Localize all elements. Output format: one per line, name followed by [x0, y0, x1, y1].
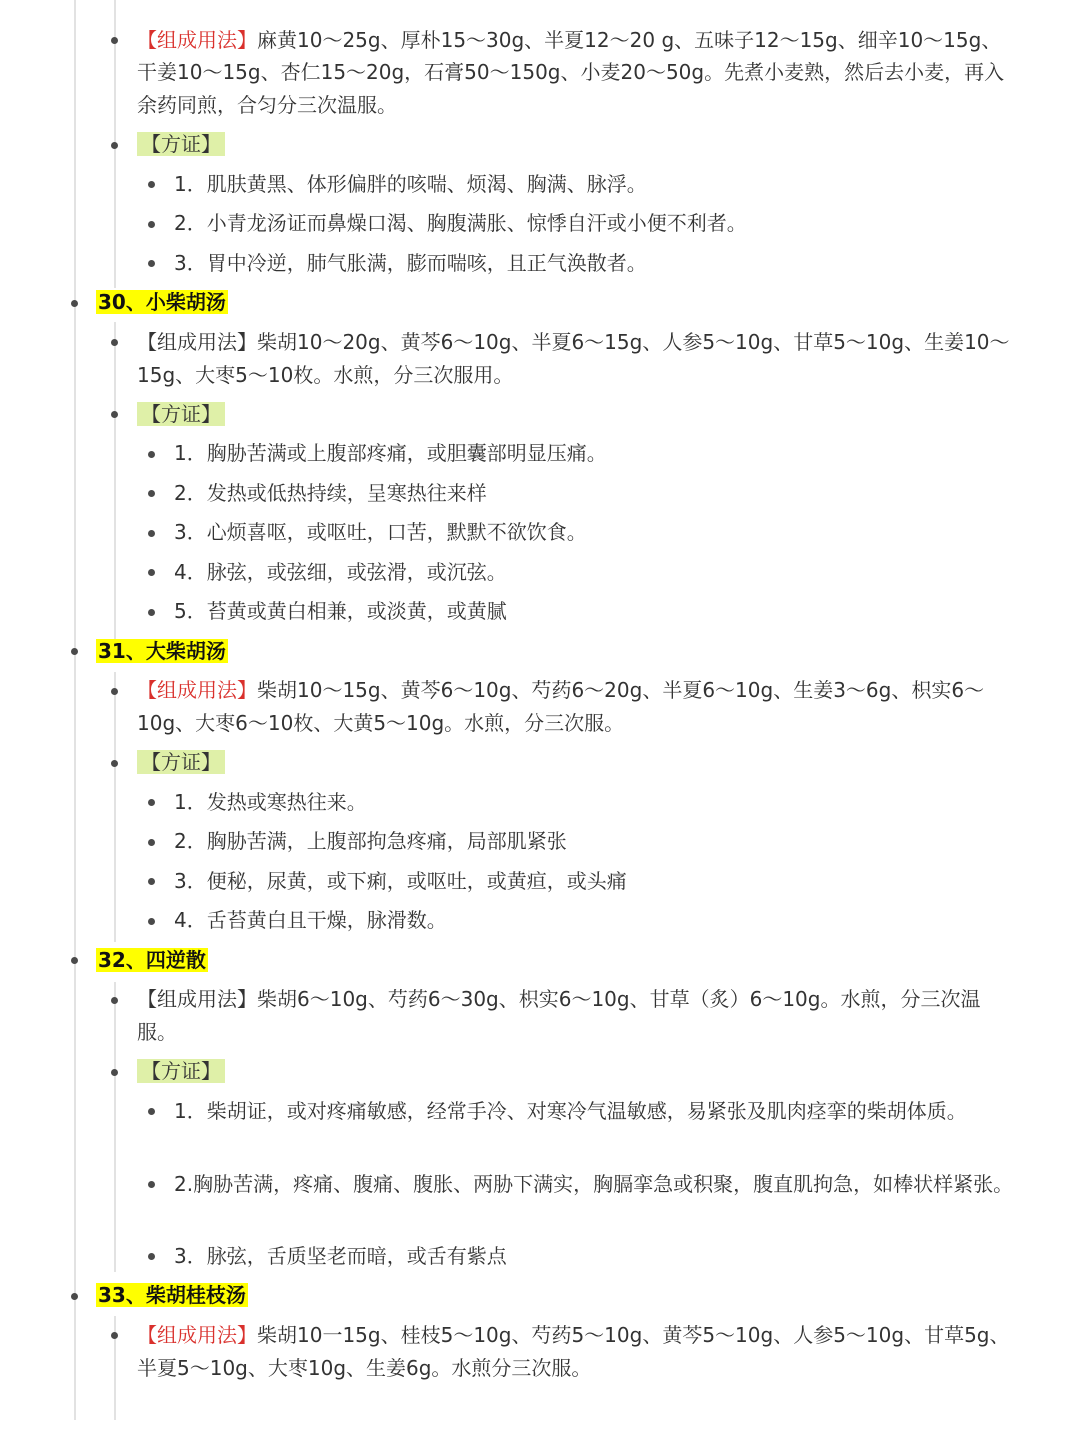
bullet [111, 411, 118, 418]
section-title: 32、四逆散 [98, 948, 206, 972]
bullet [111, 37, 118, 44]
composition-label: 【组成用法】 [137, 678, 257, 702]
composition-line: 【组成用法】柴胡6～10g、芍药6～30g、枳实6～10g、甘草（炙）6～10g。水煎，分三次温 [137, 987, 981, 1011]
indication-item: 2．小青龙汤证而鼻燥口渴、胸腹满胀、惊悸自汗或小便不利者。 [174, 211, 747, 235]
bullet [148, 260, 155, 267]
composition-line: 10g、大枣6～10枚、大黄5～10g。水煎，分三次服。 [137, 711, 625, 735]
guide-line-section32 [114, 982, 116, 1272]
bullet [148, 1253, 155, 1260]
indication-item: 1．胸胁苦满或上腹部疼痛，或胆囊部明显压痛。 [174, 441, 607, 465]
bullet [148, 569, 155, 576]
composition-line: 干姜10～15g、杏仁15～20g，石膏50～150g、小麦20～50g。先煮小麦熟，然后去小麦，再入 [137, 60, 1005, 84]
indication-item: 1．肌肤黄黑、体形偏胖的咳喘、烦渴、胸满、脉浮。 [174, 172, 647, 196]
indication-item: 2．胸胁苦满，上腹部拘急疼痛，局部肌紧张 [174, 829, 567, 853]
indication-label: 【方证】 [137, 128, 225, 161]
indication-item: 3．胃中冷逆，肺气胀满，膨而喘咳，且正气涣散者。 [174, 251, 647, 275]
composition-label: 【组成用法】 [137, 987, 257, 1011]
bullet [148, 799, 155, 806]
composition-line: 服。 [137, 1020, 177, 1044]
section-title: 31、大柴胡汤 [98, 639, 226, 663]
composition-line: 半夏5～10g、大枣10g、生姜6g。水煎分三次服。 [137, 1356, 592, 1380]
indication-item: 2.胸胁苦满，疼痛、腹痛、腹胀、两胁下满实，胸膈挛急或积聚，腹直肌拘急，如棒状样紧张。 [174, 1172, 1014, 1196]
indication-item: 3．心烦喜呕，或呕吐，口苦，默默不欲饮食。 [174, 520, 587, 544]
indication-label: 【方证】 [137, 398, 225, 431]
bullet [148, 918, 155, 925]
composition-line: 余药同煎，合匀分三次温服。 [137, 93, 397, 117]
bullet [148, 1181, 155, 1188]
composition-label: 【组成用法】 [137, 330, 257, 354]
composition-line: 【组成用法】麻黄10～25g、厚朴15～30g、半夏12～20 g、五味子12～15g、细辛10～15g、 [137, 28, 1002, 52]
indication-item: 3．便秘，尿黄，或下痢，或呕吐，或黄疸，或头痛 [174, 869, 627, 893]
bullet [71, 957, 78, 964]
composition-line: 【组成用法】柴胡10～15g、黄芩6～10g、芍药6～20g、半夏6～10g、生姜3～6g、枳实6～ [137, 678, 985, 702]
bullet [111, 339, 118, 346]
indication-item: 3．脉弦，舌质坚老而暗，或舌有紫点 [174, 1244, 507, 1268]
guide-line-section31 [114, 672, 116, 942]
bullet [111, 1069, 118, 1076]
bullet [148, 878, 155, 885]
bullet [148, 451, 155, 458]
bullet [148, 609, 155, 616]
bullet [148, 1108, 155, 1115]
bullet [148, 221, 155, 228]
bullet [148, 181, 155, 188]
indication-label: 【方证】 [137, 1055, 225, 1088]
section-title: 33、柴胡桂枝汤 [98, 1283, 246, 1307]
bullet [148, 530, 155, 537]
bullet [111, 1332, 118, 1339]
indication-label: 【方证】 [137, 746, 225, 779]
bullet [148, 839, 155, 846]
indication-item: 1．柴胡证，或对疼痛敏感，经常手冷、对寒冷气温敏感，易紧张及肌肉痉挛的柴胡体质。 [174, 1099, 967, 1123]
composition-label: 【组成用法】 [137, 28, 257, 52]
bullet [71, 1293, 78, 1300]
guide-line-section30 [114, 322, 116, 640]
composition-line: 【组成用法】柴胡10～20g、黄芩6～10g、半夏6～15g、人参5～10g、甘草5～10g、生姜10～ [137, 330, 1010, 354]
bullet [111, 142, 118, 149]
bullet [71, 648, 78, 655]
composition-line: 15g、大枣5～10枚。水煎，分三次服用。 [137, 363, 514, 387]
bullet [111, 760, 118, 767]
indication-item: 4．舌苔黄白且干燥，脉滑数。 [174, 908, 447, 932]
section-title: 30、小柴胡汤 [98, 290, 226, 314]
composition-label: 【组成用法】 [137, 1323, 257, 1347]
guide-line-root [74, 0, 76, 1420]
bullet [111, 688, 118, 695]
bullet [71, 300, 78, 307]
indication-item: 2．发热或低热持续，呈寒热往来样 [174, 481, 487, 505]
composition-line: 【组成用法】柴胡10一15g、桂枝5～10g、芍药5～10g、黄芩5～10g、人参5～10g、甘草5g、 [137, 1323, 1010, 1347]
bullet [111, 997, 118, 1004]
indication-item: 5．苔黄或黄白相兼，或淡黄，或黄腻 [174, 599, 507, 623]
indication-item: 1．发热或寒热往来。 [174, 790, 367, 814]
bullet [148, 490, 155, 497]
indication-item: 4．脉弦，或弦细，或弦滑，或沉弦。 [174, 560, 507, 584]
